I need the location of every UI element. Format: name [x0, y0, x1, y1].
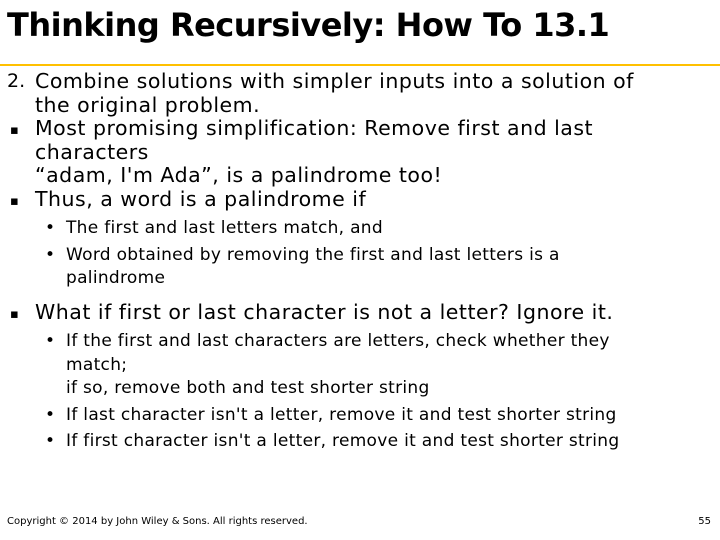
item-text-continued: the original problem.: [35, 92, 261, 117]
square-bullet-icon: ▪: [10, 193, 20, 209]
dot-bullet-icon: •: [45, 431, 56, 451]
sub-item-text-continued: if so, remove both and test shorter string: [66, 378, 430, 398]
item-text: What if first or last character is not a letter? Ignore it.: [35, 299, 614, 324]
number-marker: 2.: [7, 70, 26, 92]
sub-item-text-continued: match;: [66, 354, 128, 375]
sub-item-text: Word obtained by removing the first and last letters is a: [66, 244, 560, 265]
item-text: Thus, a word is a palindrome if: [35, 186, 367, 211]
square-bullet-icon: ▪: [10, 306, 20, 322]
item-text-continued: “adam, I'm Ada”, is a palindrome too!: [35, 163, 443, 187]
sub-list-item: [7, 404, 713, 428]
sub-item-text: The first and last letters match, and: [66, 218, 383, 238]
sub-item-text: If the first and last characters are letters, check whether they: [66, 331, 610, 351]
slide-body: [7, 70, 713, 454]
dot-bullet-icon: •: [45, 331, 56, 351]
item-text-continued: characters: [35, 139, 149, 164]
title-divider: [0, 64, 720, 66]
slide-title: Thinking Recursively: How To 13.1: [7, 6, 610, 44]
dot-bullet-icon: •: [45, 218, 56, 238]
sub-list-item: [7, 217, 713, 241]
sub-list-item: [7, 330, 713, 401]
list-item: [7, 188, 713, 212]
page-number: 55: [698, 516, 711, 527]
list-item: [7, 301, 713, 325]
sub-list-item: [7, 430, 713, 454]
sub-item-text: If first character isn't a letter, remove it and test shorter string: [66, 431, 620, 451]
item-text: Combine solutions with simpler inputs into a solution of: [35, 69, 634, 93]
sub-list-item: [7, 244, 713, 291]
sub-item-text-continued: palindrome: [66, 268, 166, 288]
dot-bullet-icon: •: [45, 404, 56, 425]
list-item: [7, 117, 713, 188]
item-text: Most promising simplification: Remove first and last: [35, 116, 594, 140]
square-bullet-icon: ▪: [10, 123, 20, 138]
list-item: [7, 70, 713, 117]
sub-item-text: If last character isn't a letter, remove it and test shorter string: [66, 404, 617, 425]
dot-bullet-icon: •: [45, 244, 56, 265]
copyright-notice: Copyright © 2014 by John Wiley & Sons. All rights reserved.: [7, 516, 308, 527]
